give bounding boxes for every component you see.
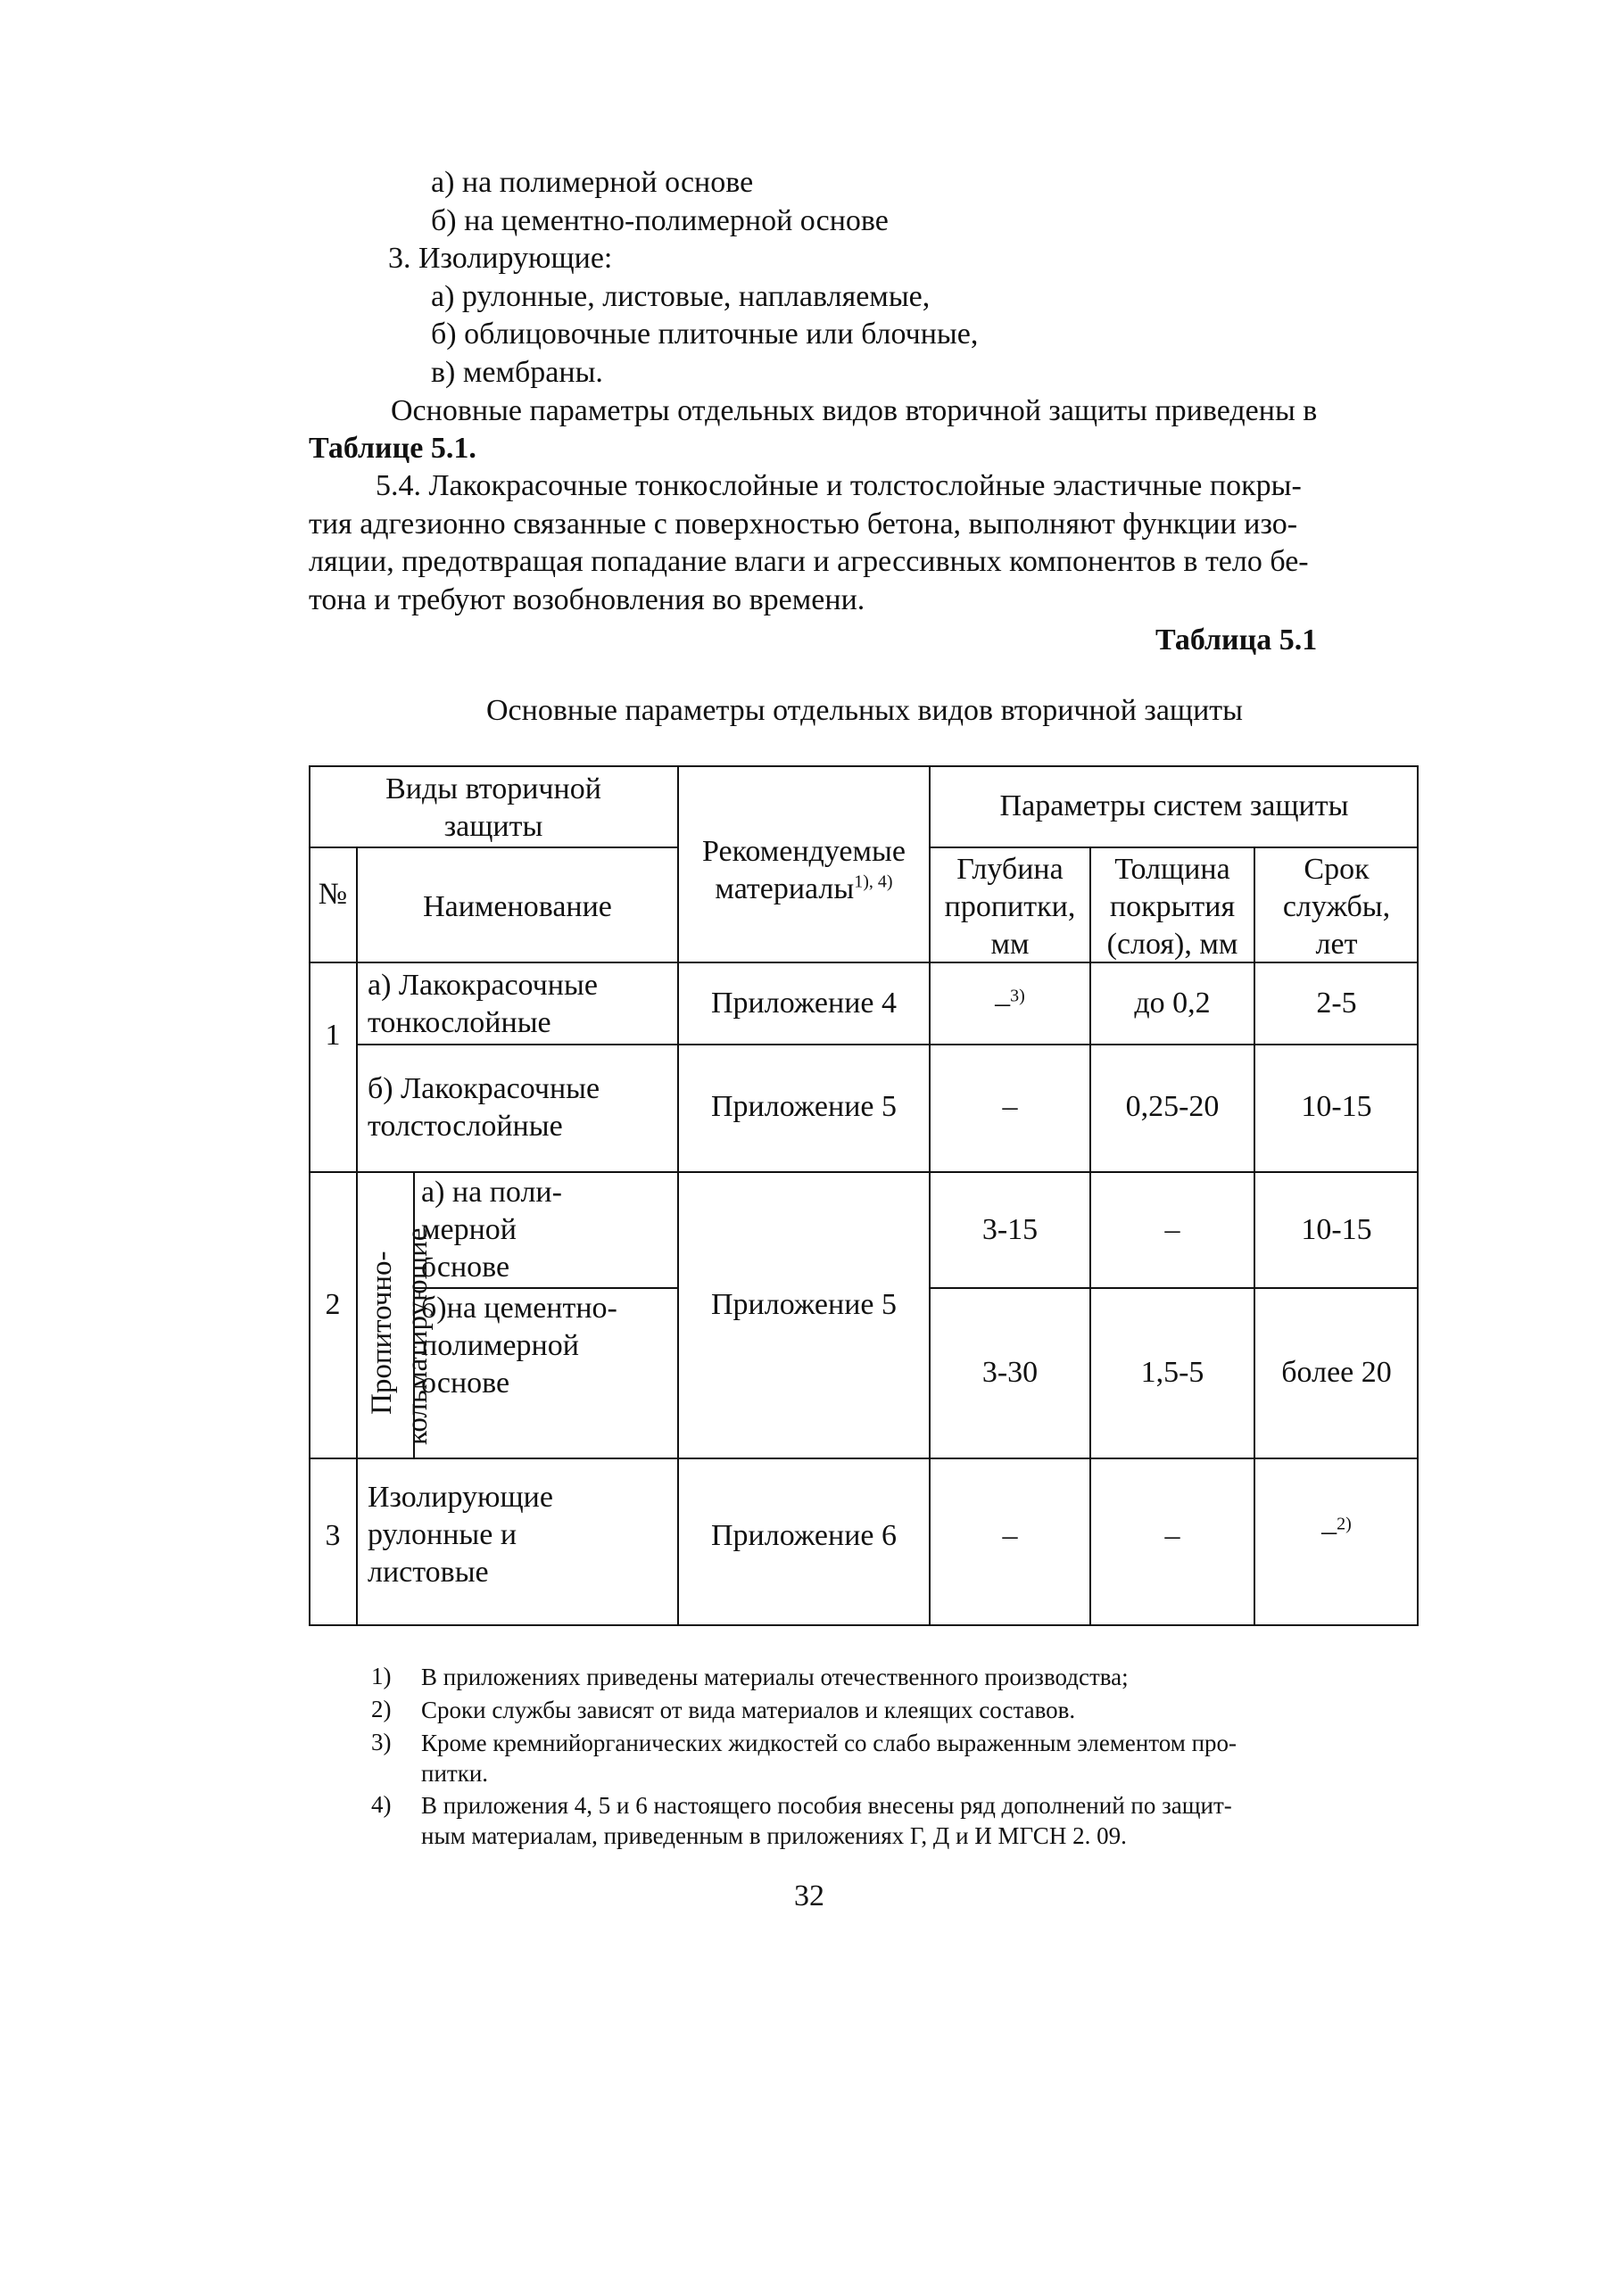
row1b-service-life: 10-15 xyxy=(1301,1090,1372,1123)
header-kinds-line1: Виды вторичной xyxy=(385,772,601,805)
row3-name-line2: рулонные и xyxy=(368,1518,517,1551)
row2-number: 2 xyxy=(325,1288,341,1321)
footnote-3-number: 3) xyxy=(371,1729,392,1755)
list-item-facing: б) облицовочные плиточные или блочные, xyxy=(431,318,979,351)
row3-name-line1: Изолирующие xyxy=(368,1481,553,1514)
header-service-life-line1: Срок xyxy=(1304,853,1370,886)
footnote-4-text-line1: В приложения 4, 5 и 6 настоящего пособия внесены ряд дополнений по защит- xyxy=(421,1792,1232,1819)
row3-depth: – xyxy=(1002,1519,1018,1552)
row2a-name-line3: основе xyxy=(421,1251,510,1284)
header-params: Параметры систем защиты xyxy=(999,789,1349,822)
row1a-name xyxy=(368,967,671,1042)
row2a-name xyxy=(421,1174,676,1286)
header-materials-line2 xyxy=(678,871,930,908)
row2b-name xyxy=(421,1290,676,1402)
header-depth-line3: мм xyxy=(990,928,1030,961)
row1b-name-line1: б) Лакокрасочные xyxy=(368,1072,600,1105)
table-label: Таблица 5.1 xyxy=(1155,624,1318,657)
page-number: 32 xyxy=(794,1879,824,1912)
table-title: Основные параметры отдельных видов вторичной защиты xyxy=(486,694,1243,727)
list-item-cement-polymer: б) на цементно-полимерной основе xyxy=(431,204,889,237)
footnote-3-text-line1: Кроме кремнийорганических жидкостей со слабо выраженным элементом про- xyxy=(421,1730,1237,1756)
row1b-name xyxy=(368,1070,671,1145)
footnote-ref-1-4: 1), 4) xyxy=(854,871,893,892)
footnote-3-text-line2: питки. xyxy=(421,1760,489,1787)
footnote-4-number: 4) xyxy=(371,1791,392,1818)
header-name: Наименование xyxy=(423,890,612,923)
header-kinds-line2: защиты xyxy=(443,810,543,843)
row2b-service-life: более 20 xyxy=(1281,1356,1392,1389)
header-depth xyxy=(930,851,1090,963)
header-kinds xyxy=(357,771,630,846)
list-heading-insulating: 3. Изолирующие: xyxy=(388,242,613,275)
row1a-depth-value: – xyxy=(995,987,1011,1020)
row1a-depth xyxy=(930,985,1090,1022)
header-service-life-line2: службы, xyxy=(1282,890,1391,923)
row2a-thickness: – xyxy=(1164,1213,1180,1246)
row1b-name-line2: толстослойные xyxy=(368,1110,563,1143)
paragraph-54-line2: тия адгезионно связанные с поверхностью бетона, выполняют функции изо- xyxy=(309,508,1298,541)
row3-name-line3: листовые xyxy=(368,1556,489,1589)
paragraph-54-line3: ляции, предотвращая попадание влаги и агрессивных компонентов в тело бе- xyxy=(309,545,1309,578)
row3-service-life-value: – xyxy=(1321,1515,1337,1548)
row1a-name-line2: тонкослойные xyxy=(368,1006,551,1039)
header-thickness-line2: покрытия xyxy=(1109,890,1236,923)
header-materials xyxy=(678,833,930,908)
footnote-1-text: В приложениях приведены материалы отечественного производства; xyxy=(421,1664,1129,1690)
row1-number: 1 xyxy=(325,1019,341,1052)
header-service-life xyxy=(1254,851,1419,963)
header-depth-line1: Глубина xyxy=(956,853,1064,886)
row2b-thickness: 1,5-5 xyxy=(1140,1356,1204,1389)
header-number: № xyxy=(318,878,348,911)
footnote-2-text: Сроки службы зависят от вида материалов и клеящих составов. xyxy=(421,1697,1076,1723)
footnote-1-number: 1) xyxy=(371,1663,392,1689)
row2-group-label-line1: Пропиточно- xyxy=(366,1251,398,1415)
row2-materials: Приложение 5 xyxy=(711,1288,897,1321)
row1a-name-line1: а) Лакокрасочные xyxy=(368,969,598,1002)
header-depth-line2: пропитки, xyxy=(944,890,1076,923)
paragraph-params-line1: Основные параметры отдельных видов вторичной защиты приведены в xyxy=(391,394,1318,427)
row2a-depth: 3-15 xyxy=(981,1213,1039,1246)
row1a-thickness: до 0,2 xyxy=(1134,987,1211,1020)
row2b-depth: 3-30 xyxy=(981,1356,1039,1389)
header-materials-line1: Рекомендуемые xyxy=(702,835,906,868)
list-item-rolled: а) рулонные, листовые, наплавляемые, xyxy=(431,280,931,313)
footnote-ref-3: 3) xyxy=(1010,986,1025,1006)
row1b-thickness: 0,25-20 xyxy=(1125,1090,1220,1123)
row3-number: 3 xyxy=(325,1519,341,1552)
footnote-ref-2: 2) xyxy=(1337,1514,1352,1534)
footnote-2-number: 2) xyxy=(371,1696,392,1722)
list-item-polymer: а) на полимерной основе xyxy=(431,166,754,199)
row1a-materials: Приложение 4 xyxy=(711,987,897,1020)
row2b-name-line2: полимерной xyxy=(421,1329,579,1362)
header-thickness xyxy=(1090,851,1254,963)
header-service-life-line3: лет xyxy=(1315,928,1358,961)
paragraph-54-line4: тона и требуют возобновления во времени. xyxy=(309,583,865,616)
row3-name xyxy=(368,1479,671,1591)
list-item-membranes: в) мембраны. xyxy=(431,356,603,389)
row2a-name-line1: а) на поли- xyxy=(421,1176,562,1209)
paragraph-54-line1: 5.4. Лакокрасочные тонкослойные и толстослойные эластичные покры- xyxy=(376,469,1302,502)
header-materials-text: материалы xyxy=(715,872,855,905)
paragraph-params-line2: Таблице 5.1. xyxy=(309,432,476,465)
row1b-materials: Приложение 5 xyxy=(711,1090,897,1123)
footnote-4-text-line2: ным материалам, приведенным в приложениях Г, Д и И МГСН 2. 09. xyxy=(421,1822,1127,1849)
row3-service-life xyxy=(1254,1513,1419,1550)
row3-materials: Приложение 6 xyxy=(711,1519,897,1552)
row2a-service-life: 10-15 xyxy=(1301,1213,1372,1246)
row2a-name-line2: мерной xyxy=(421,1213,517,1246)
protection-table xyxy=(309,765,1419,1626)
row3-thickness: – xyxy=(1164,1519,1180,1552)
row1b-depth: – xyxy=(1002,1090,1018,1123)
header-thickness-line3: (слоя), мм xyxy=(1106,928,1238,961)
row2b-name-line1: б)на цементно- xyxy=(421,1292,617,1325)
row2-group-label-line2: кольматирующие xyxy=(401,1227,434,1445)
header-thickness-line1: Толщина xyxy=(1114,853,1230,886)
row1a-service-life: 2-5 xyxy=(1316,987,1357,1020)
row2b-name-line3: основе xyxy=(421,1367,510,1400)
